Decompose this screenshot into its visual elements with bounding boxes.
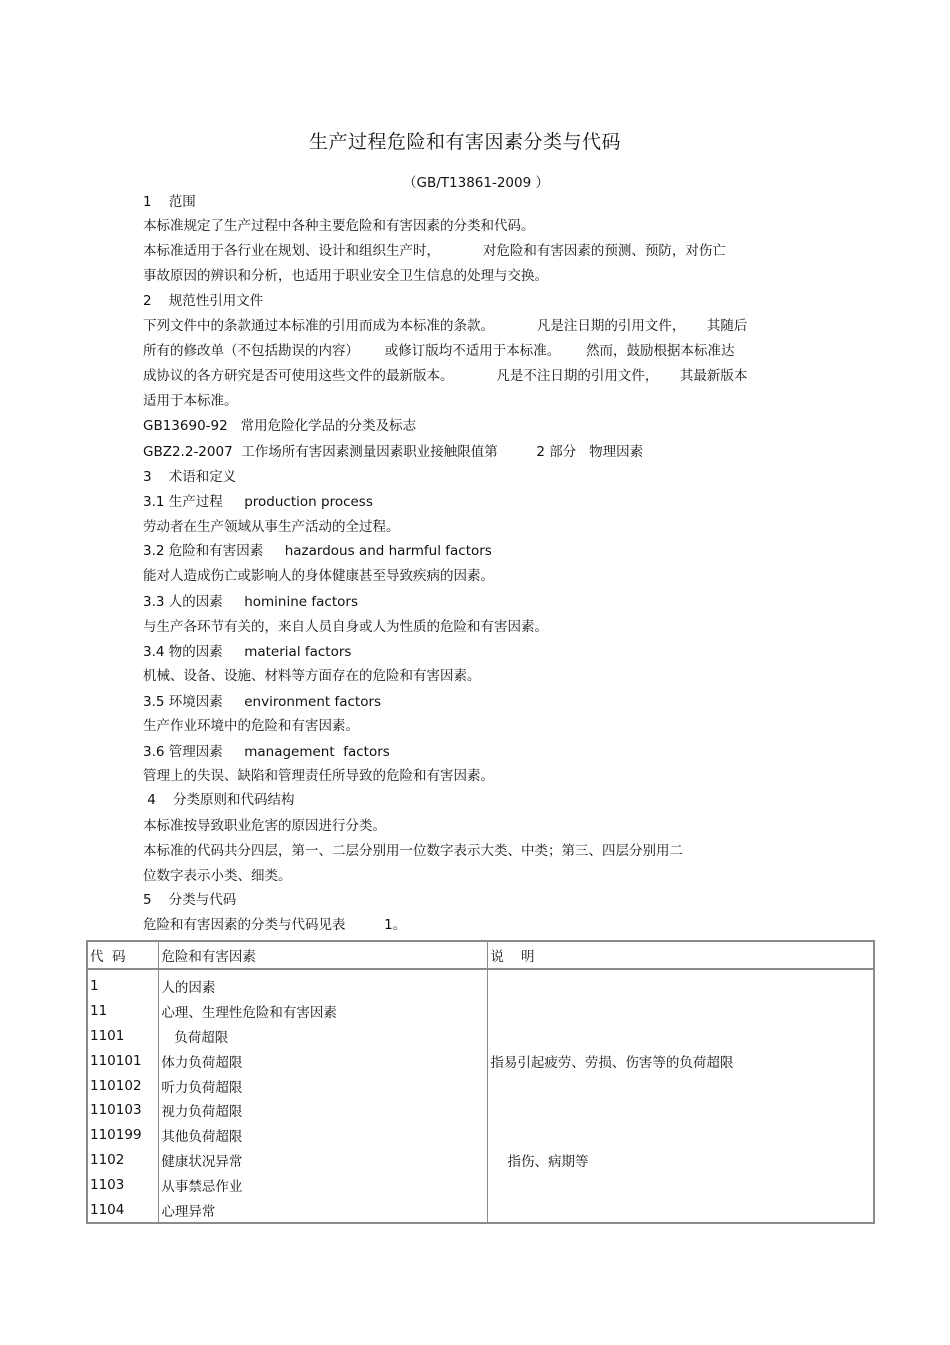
paragraph-line: 本标准的代码共分四层，第一、二层分别用一位数字表示大类、中类；第三、四层分别用二 [143,843,683,859]
paragraph-line: 事故原因的辨识和分析，也适用于职业安全卫生信息的处理与交换。 [143,268,548,284]
paragraph-line: 适用于本标准。 [143,393,238,409]
reference-item: GBZ2.2-2007 工作场所有害因素测量因素职业接触限值第 2 部分 物理因素 [143,444,644,460]
cell-note [488,999,874,1024]
header-note: 说 明 [488,941,874,969]
cell-factor: 听力负荷超限 [159,1073,488,1098]
term-heading: 3.5 环境因素 environment factors [143,694,382,710]
table-row [87,969,874,999]
term-definition: 生产作业环境中的危险和有害因素。 [143,718,359,734]
table-header-row [87,941,874,969]
term-definition: 管理上的失误、缺陷和管理责任所导致的危险和有害因素。 [143,768,494,784]
cell-factor: 人的因素 [159,969,488,999]
cell-note [488,1197,874,1223]
section-heading-scope: 1 范围 [143,194,196,210]
paragraph-line: 所有的修改单（不包括勘误的内容） 或修订版均不适用于本标准。 然而，鼓励根据本标准达 [143,343,735,359]
cell-factor: 体力负荷超限 [159,1048,488,1073]
cell-note [488,969,874,999]
cell-factor: 视力负荷超限 [159,1098,488,1123]
cell-code: 11 [87,999,159,1024]
term-definition: 与生产各环节有关的，来自人员自身或人为性质的危险和有害因素。 [143,619,548,635]
cell-note [488,1024,874,1049]
cell-note: 指伤、病期等 [488,1148,874,1173]
section-heading-terms: 3 术语和定义 [143,469,237,485]
section-heading-principles: 4 分类原则和代码结构 [143,792,295,808]
paragraph-line: 成协议的各方研究是否可使用这些文件的最新版本。 凡是不注日期的引用文件， 其最新版本 [143,368,748,384]
document-title: 生产过程危险和有害因素分类与代码 [308,131,621,153]
reference-item: GB13690-92 常用危险化学品的分类及标志 [143,418,417,434]
table-row [87,999,874,1024]
cell-factor: 负荷超限 [159,1024,488,1049]
paragraph-line: 位数字表示小类、细类。 [143,868,292,884]
term-definition: 机械、设备、设施、材料等方面存在的危险和有害因素。 [143,668,481,684]
cell-factor: 其他负荷超限 [159,1123,488,1148]
cell-code: 110101 [87,1048,159,1073]
term-heading: 3.1 生产过程 production process [143,494,373,510]
term-heading: 3.3 人的因素 hominine factors [143,594,358,610]
cell-note [488,1073,874,1098]
paragraph-line: 下列文件中的条款通过本标准的引用而成为本标准的条款。 凡是注日期的引用文件， 其随后 [143,318,748,334]
cell-factor: 健康状况异常 [159,1148,488,1173]
cell-code: 1 [87,969,159,999]
cell-code: 110199 [87,1123,159,1148]
cell-factor: 从事禁忌作业 [159,1172,488,1197]
cell-note: 指易引起疲劳、劳损、伤害等的负荷超限 [488,1048,874,1073]
section-heading-references: 2 规范性引用文件 [143,293,264,309]
cell-code: 1104 [87,1197,159,1223]
cell-note [488,1123,874,1148]
term-definition: 劳动者在生产领域从事生产活动的全过程。 [143,519,400,535]
cell-code: 110102 [87,1073,159,1098]
table-row [87,1048,874,1073]
paragraph-line: 危险和有害因素的分类与代码见表 1。 [143,917,407,933]
table-row [87,1024,874,1049]
cell-factor: 心理、生理性危险和有害因素 [159,999,488,1024]
header-code: 代 码 [87,941,159,969]
cell-code: 1101 [87,1024,159,1049]
paragraph-line: 本标准按导致职业危害的原因进行分类。 [143,818,386,834]
paragraph-line: 本标准规定了生产过程中各种主要危险和有害因素的分类和代码。 [143,218,535,234]
cell-factor: 心理异常 [159,1197,488,1223]
term-heading: 3.2 危险和有害因素 hazardous and harmful factors [143,543,492,559]
classification-table [86,940,875,1224]
table-row [87,1123,874,1148]
cell-code: 1102 [87,1148,159,1173]
term-definition: 能对人造成伤亡或影响人的身体健康甚至导致疾病的因素。 [143,568,494,584]
table-row [87,1197,874,1223]
table-row [87,1148,874,1173]
table-row [87,1098,874,1123]
cell-note [488,1098,874,1123]
standard-number: （GB/T13861-2009 ） [403,175,549,191]
cell-note [488,1172,874,1197]
term-heading: 3.6 管理因素 management factors [143,744,390,760]
table-row [87,1172,874,1197]
paragraph-line: 本标准适用于各行业在规划、设计和组织生产时， 对危险和有害因素的预测、预防，对伤亡 [143,243,726,259]
header-factor: 危险和有害因素 [159,941,488,969]
cell-code: 110103 [87,1098,159,1123]
cell-code: 1103 [87,1172,159,1197]
term-heading: 3.4 物的因素 material factors [143,644,352,660]
table-row [87,1073,874,1098]
section-heading-codes: 5 分类与代码 [143,892,237,908]
